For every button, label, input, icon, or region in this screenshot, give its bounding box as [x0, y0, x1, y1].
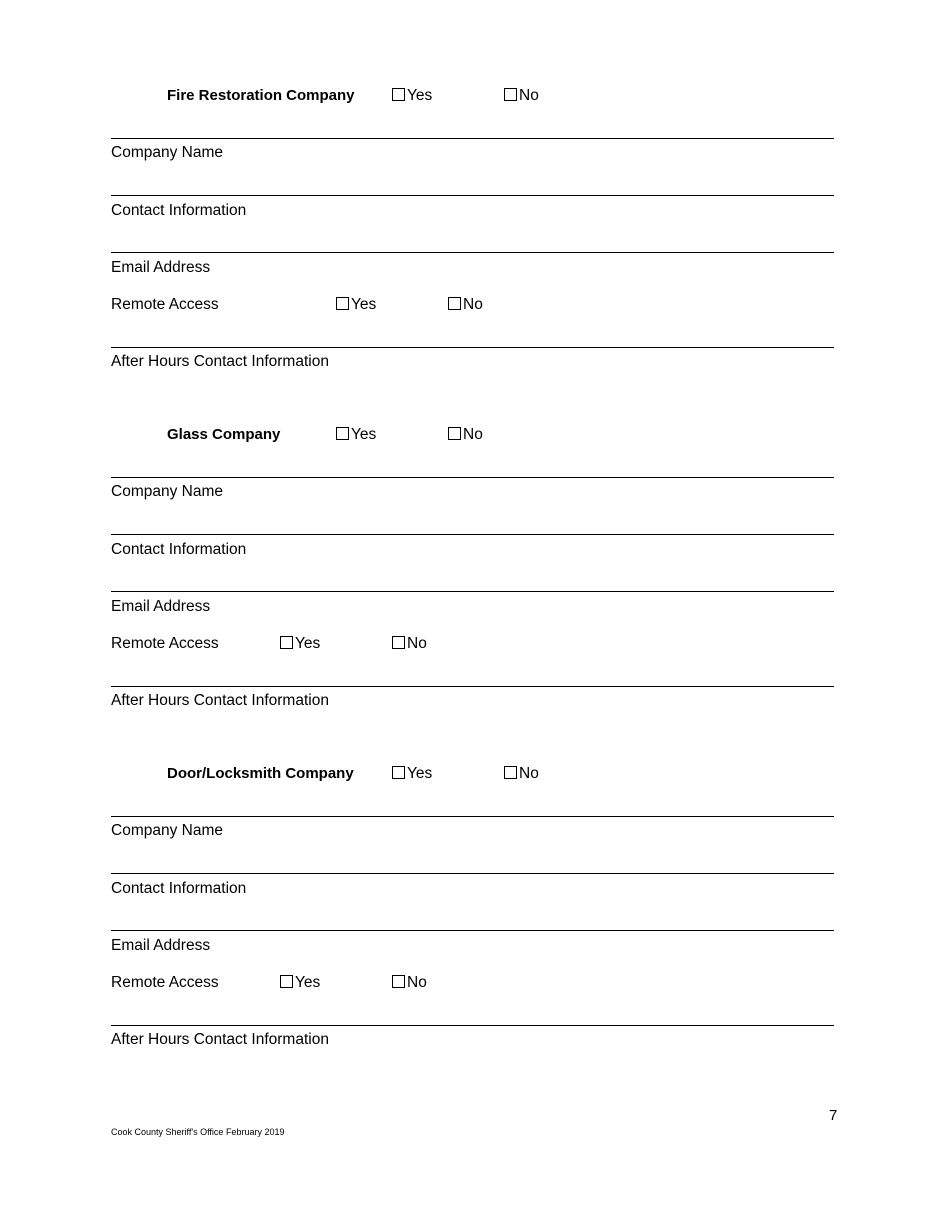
checkbox-label: Yes	[407, 765, 433, 782]
yes-checkbox[interactable]	[392, 765, 432, 783]
email-label: Email Address	[111, 598, 211, 615]
section-heading: Glass Company	[167, 426, 281, 443]
checkbox-label: No	[519, 87, 539, 104]
remote-access-label: Remote Access	[111, 635, 219, 652]
email-line[interactable]	[111, 591, 834, 592]
checkbox-box-icon	[280, 975, 293, 988]
contact-info-label: Contact Information	[111, 541, 247, 558]
email-line[interactable]	[111, 930, 834, 931]
after-hours-line[interactable]	[111, 347, 834, 348]
checkbox-label: Yes	[351, 296, 377, 313]
remote-access-label: Remote Access	[111, 974, 219, 991]
checkbox-box-icon	[392, 88, 405, 101]
contact-info-label: Contact Information	[111, 880, 247, 897]
remote-yes-checkbox[interactable]	[280, 974, 320, 992]
checkbox-box-icon	[336, 427, 349, 440]
after-hours-label: After Hours Contact Information	[111, 692, 329, 709]
company-name-line[interactable]	[111, 816, 834, 817]
company-name-label: Company Name	[111, 822, 223, 839]
company-name-line[interactable]	[111, 477, 834, 478]
checkbox-box-icon	[448, 427, 461, 440]
yes-checkbox[interactable]	[392, 87, 432, 105]
checkbox-box-icon	[392, 766, 405, 779]
company-name-label: Company Name	[111, 483, 223, 500]
checkbox-label: Yes	[407, 87, 433, 104]
remote-no-checkbox[interactable]	[392, 635, 427, 653]
footer-text: Cook County Sheriff's Office February 2019	[111, 1127, 285, 1137]
section-heading: Door/Locksmith Company	[167, 765, 354, 782]
section-heading: Fire Restoration Company	[167, 87, 355, 104]
after-hours-label: After Hours Contact Information	[111, 1031, 329, 1048]
after-hours-line[interactable]	[111, 1025, 834, 1026]
no-checkbox[interactable]	[448, 426, 483, 444]
checkbox-box-icon	[504, 88, 517, 101]
contact-info-line[interactable]	[111, 534, 834, 535]
checkbox-label: Yes	[351, 426, 377, 443]
remote-no-checkbox[interactable]	[448, 296, 483, 314]
checkbox-label: No	[407, 635, 427, 652]
email-label: Email Address	[111, 259, 211, 276]
checkbox-box-icon	[448, 297, 461, 310]
email-label: Email Address	[111, 937, 211, 954]
checkbox-label: Yes	[295, 974, 321, 991]
checkbox-label: No	[463, 426, 483, 443]
checkbox-box-icon	[504, 766, 517, 779]
remote-access-label: Remote Access	[111, 296, 219, 313]
checkbox-label: No	[519, 765, 539, 782]
no-checkbox[interactable]	[504, 87, 539, 105]
email-line[interactable]	[111, 252, 834, 253]
checkbox-label: Yes	[295, 635, 321, 652]
company-name-line[interactable]	[111, 138, 834, 139]
yes-checkbox[interactable]	[336, 426, 376, 444]
remote-no-checkbox[interactable]	[392, 974, 427, 992]
remote-yes-checkbox[interactable]	[280, 635, 320, 653]
remote-yes-checkbox[interactable]	[336, 296, 376, 314]
checkbox-box-icon	[280, 636, 293, 649]
checkbox-label: No	[463, 296, 483, 313]
checkbox-box-icon	[336, 297, 349, 310]
contact-info-line[interactable]	[111, 873, 834, 874]
checkbox-box-icon	[392, 636, 405, 649]
page-number: 7	[829, 1107, 838, 1124]
no-checkbox[interactable]	[504, 765, 539, 783]
contact-info-line[interactable]	[111, 195, 834, 196]
company-name-label: Company Name	[111, 144, 223, 161]
contact-info-label: Contact Information	[111, 202, 247, 219]
checkbox-box-icon	[392, 975, 405, 988]
after-hours-line[interactable]	[111, 686, 834, 687]
checkbox-label: No	[407, 974, 427, 991]
after-hours-label: After Hours Contact Information	[111, 353, 329, 370]
